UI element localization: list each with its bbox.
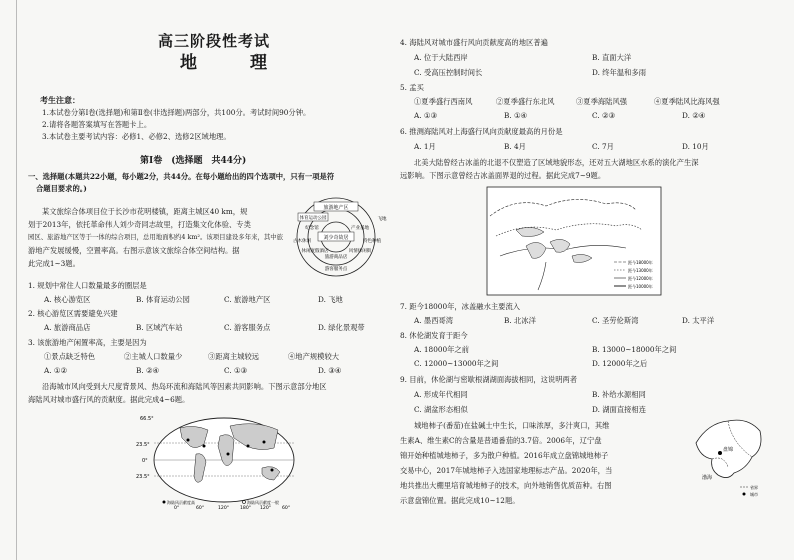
q9-option-b[interactable]: B. 补给水源相同 bbox=[592, 390, 646, 399]
spatial-structure-diagram bbox=[290, 196, 390, 278]
q3-option-b[interactable]: B. ②④ bbox=[136, 366, 160, 375]
q7-option-d[interactable]: D. 太平洋 bbox=[682, 316, 715, 325]
ice-legend-13000: 距今13000年 bbox=[628, 268, 653, 273]
diagram-label-shop: 旅游商品店 bbox=[324, 255, 348, 260]
q1-option-d[interactable]: D. 飞地 bbox=[318, 295, 343, 304]
q9-option-a[interactable]: A. 形成年代相同 bbox=[414, 390, 468, 399]
diagram-label-hotel: 休闲度假酒店 bbox=[301, 249, 329, 254]
map-lon-180: 180° bbox=[240, 506, 252, 511]
q6-option-c[interactable]: C. 7月 bbox=[592, 142, 614, 151]
map-lon-120e: 120° bbox=[218, 506, 230, 511]
passage4-line-1: 城地柿子(番茄)在盐碱土中生长，口味浓厚，多汁爽口，其维 bbox=[414, 421, 610, 430]
passage1-line-3: 园区、旅游地产区等于一体的综合项目，总用地面积约4 km²。该项目建设多年来，其中旅 bbox=[28, 233, 284, 241]
q1-option-c[interactable]: C. 旅游地产区 bbox=[224, 295, 271, 304]
ice-legend-18000: 距今18000年 bbox=[628, 260, 653, 265]
q8-option-b[interactable]: B. 13000~18000年之间 bbox=[592, 345, 677, 354]
q4-stem: 4. 海陆风对城市盛行风向贡献度高的地区普遍 bbox=[400, 38, 548, 47]
legend-city: 城市 bbox=[750, 492, 758, 497]
q3-statement-4: ④地产规模较大 bbox=[288, 352, 340, 361]
q8-option-a[interactable]: A. 18000年之前 bbox=[414, 345, 470, 354]
q6-stem: 6. 推测海陆风对上海盛行风向贡献度最高的月份是 bbox=[400, 127, 563, 136]
diagram-label-left: 纪念馆 bbox=[305, 226, 319, 231]
q2-option-c[interactable]: C. 游客服务点 bbox=[224, 323, 271, 332]
diagram-label-oldwood: 古木休闲 bbox=[293, 239, 311, 244]
diagram-label-plant: 特色种植 bbox=[363, 239, 381, 244]
q4-option-c[interactable]: C. 受高压控制时间长 bbox=[414, 68, 483, 77]
q1-stem: 1. 规划中常住人口数量最多的圈层是 bbox=[28, 281, 147, 290]
q9-option-d[interactable]: D. 湖面直接相连 bbox=[592, 405, 647, 414]
passage4-line-6: 示意盘锦位置。据此完成10~12题。 bbox=[400, 496, 520, 505]
q9-option-c[interactable]: C. 湖盆形态相似 bbox=[414, 405, 468, 414]
map-lat-23s: 23.5° bbox=[136, 474, 150, 480]
legend-border: 省界 bbox=[750, 485, 758, 490]
map-legend-high: 海陆风贡献度高 bbox=[167, 500, 195, 505]
q3-option-d[interactable]: D. ③④ bbox=[318, 366, 342, 375]
q5-statement-4: ④夏季陆风比海风强 bbox=[654, 97, 720, 106]
q6-option-d[interactable]: D. 10月 bbox=[682, 142, 709, 151]
q4-option-a[interactable]: A. 位于大陆西岸 bbox=[414, 53, 468, 62]
map-lon-60e: 60° bbox=[196, 506, 205, 511]
passage1-line-2: 划于2013年，依托革命伟人刘少奇同志故里，打造集文化体验、专类 bbox=[28, 220, 251, 229]
exam-title: 高三阶段性考试 bbox=[158, 32, 271, 50]
passage1-line-4: 游地产发展缓慢，空置率高。右图示意该文旅综合体空间结构。据 bbox=[28, 246, 240, 255]
q5-option-c[interactable]: C. ②③ bbox=[592, 111, 616, 120]
diagram-label-service: 游客服务点 bbox=[324, 267, 348, 272]
q7-option-c[interactable]: C. 圣劳伦斯湾 bbox=[592, 316, 639, 325]
q7-option-a[interactable]: A. 墨西哥湾 bbox=[414, 316, 454, 325]
passage1-line-1: 某文旅综合体项目位于长沙市花明楼镇，距离主城区40 km，规 bbox=[42, 207, 248, 216]
passage4-line-5: 地共推出大棚里培育城地柿子的技术，向外地销售优质苗种。右图 bbox=[400, 481, 612, 490]
q5-option-b[interactable]: B. ①④ bbox=[504, 111, 528, 120]
q8-option-c[interactable]: C. 12000~13000年之间 bbox=[414, 359, 499, 368]
q2-option-a[interactable]: A. 旅游商品店 bbox=[44, 323, 91, 332]
section-instruction-2: 合题目要求的。) bbox=[36, 184, 87, 193]
q5-statement-3: ③夏季海陆风强 bbox=[576, 97, 628, 106]
subject-title: 地 理 bbox=[180, 53, 285, 73]
map-lon-120w: 120° bbox=[260, 506, 272, 511]
q5-statement-2: ②夏季盛行东北风 bbox=[496, 97, 555, 106]
q6-option-b[interactable]: B. 4月 bbox=[504, 142, 526, 151]
q7-stem: 7. 距今18000年，冰盖融水主要流入 bbox=[400, 302, 521, 311]
diagram-label-right: 产业基地 bbox=[351, 226, 369, 231]
q6-option-a[interactable]: A. 1月 bbox=[414, 142, 436, 151]
ice-legend-12000: 距今12000年 bbox=[628, 276, 653, 281]
q2-option-b[interactable]: B. 区域汽车站 bbox=[136, 323, 183, 332]
q4-option-d[interactable]: D. 终年温和多雨 bbox=[592, 68, 647, 77]
q1-option-b[interactable]: B. 体育运动公园 bbox=[136, 295, 190, 304]
ice-legend-10000: 距今10000年 bbox=[628, 284, 653, 289]
q3-option-a[interactable]: A. ①② bbox=[44, 366, 67, 375]
map-lon-60w: 60° bbox=[282, 506, 291, 511]
diagram-label-center: 刘少奇故居 bbox=[323, 235, 349, 241]
ice-sheet-retreat-map bbox=[486, 186, 662, 296]
q5-option-a[interactable]: A. ①③ bbox=[414, 111, 437, 120]
binding-edge bbox=[16, 0, 17, 560]
map-legend-normal: 海陆风贡献度一般 bbox=[247, 500, 279, 505]
q3-statement-2: ②主城人口数量少 bbox=[124, 352, 183, 361]
passage3-line-1: 北美大陆曾经古冰盖的北退不仅塑造了区域地貌形态，还对五大湖地区水系的演化产生深 bbox=[414, 158, 699, 167]
map-lat-0: 0° bbox=[142, 458, 148, 464]
q3-option-c[interactable]: C. ①③ bbox=[224, 366, 248, 375]
panjin-label: 盘锦 bbox=[723, 447, 734, 453]
passage2-line-1: 沿海城市风向受到大尺度背景风、热岛环流和海陆风等因素共同影响。下图示意部分地区 bbox=[42, 382, 327, 391]
panjin-marker bbox=[718, 451, 722, 455]
notice-item-1: 1.本试卷分第Ⅰ卷(选择题)和第Ⅱ卷(非选择题)两部分，共100分。考试时间90分钟。 bbox=[42, 108, 311, 117]
passage4-line-2: 生素A、维生素C的含量是普通番茄的3.7倍。2006年，辽宁盘 bbox=[400, 436, 602, 445]
notice-item-3: 3.本试卷主要考试内容：必修1、必修2、选修2区域地理。 bbox=[42, 132, 231, 141]
q3-stem: 3. 该旅游地产闲置率高，主要是因为 bbox=[28, 338, 147, 347]
q8-option-d[interactable]: D. 12000年之后 bbox=[592, 359, 648, 368]
passage1-line-5: 此完成1~3题。 bbox=[28, 259, 80, 268]
passage2-line-2: 海陆风对城市盛行风的贡献度。据此完成4~6题。 bbox=[28, 395, 190, 404]
map-lat-66: 66.5° bbox=[140, 416, 154, 422]
q5-stem: 5. 孟买 bbox=[400, 83, 424, 92]
q3-statement-1: ①景点缺乏特色 bbox=[44, 352, 96, 361]
diagram-label-sport: 体育运动公园 bbox=[299, 216, 327, 221]
passage4-line-3: 锦开始种植城地柿子，多为散户种植。2016年成立盘锦城地柿子 bbox=[400, 451, 609, 460]
q7-option-b[interactable]: B. 北冰洋 bbox=[504, 316, 536, 325]
notice-heading: 考生注意： bbox=[40, 95, 80, 105]
q1-option-a[interactable]: A. 核心游览区 bbox=[44, 295, 91, 304]
q5-statement-1: ①夏季盛行西南风 bbox=[414, 97, 473, 106]
passage4-line-4: 交易中心，2017年城地柿子入选国家地理标志产品。2020年，当 bbox=[400, 466, 613, 475]
map-lon-0: 0° bbox=[174, 506, 180, 511]
map-lat-23n: 23.5° bbox=[136, 442, 150, 448]
diagram-label-street: 风情休闲街 bbox=[348, 249, 372, 254]
q9-stem: 9. 目前，休伦湖与密歇根湖湖面海拔相同，这说明两者 bbox=[400, 375, 578, 384]
q8-stem: 8. 休伦湖发育于距今 bbox=[400, 331, 468, 340]
passage3-line-2: 远影响。下图示意曾经古冰盖面界退的过程。据此完成7~9题。 bbox=[400, 171, 606, 180]
q4-option-b[interactable]: B. 直面大洋 bbox=[592, 53, 632, 62]
diagram-label-outer: 旅游地产区 bbox=[323, 205, 349, 211]
q2-option-d[interactable]: D. 绿化景观带 bbox=[318, 323, 365, 332]
q5-option-d[interactable]: D. ②④ bbox=[682, 111, 706, 120]
section-heading: 第Ⅰ卷 (选择题 共44分) bbox=[140, 156, 247, 166]
bohai-label: 渤海 bbox=[702, 475, 713, 481]
diagram-label-enclave: 飞地 bbox=[377, 217, 387, 222]
q2-stem: 2. 核心游览区需要避免兴建 bbox=[28, 309, 118, 318]
panjin-location-map bbox=[688, 413, 770, 499]
section-instruction-1: 一、选择题(本题共22小题，每小题2分，共44分。在每小题给出的四个选项中，只有一项是符 bbox=[28, 172, 335, 181]
notice-item-2: 2.请将各题答案填写在答题卡上。 bbox=[42, 120, 152, 129]
world-sea-breeze-map bbox=[134, 410, 304, 514]
q3-statement-3: ③距离主城较远 bbox=[208, 352, 260, 361]
